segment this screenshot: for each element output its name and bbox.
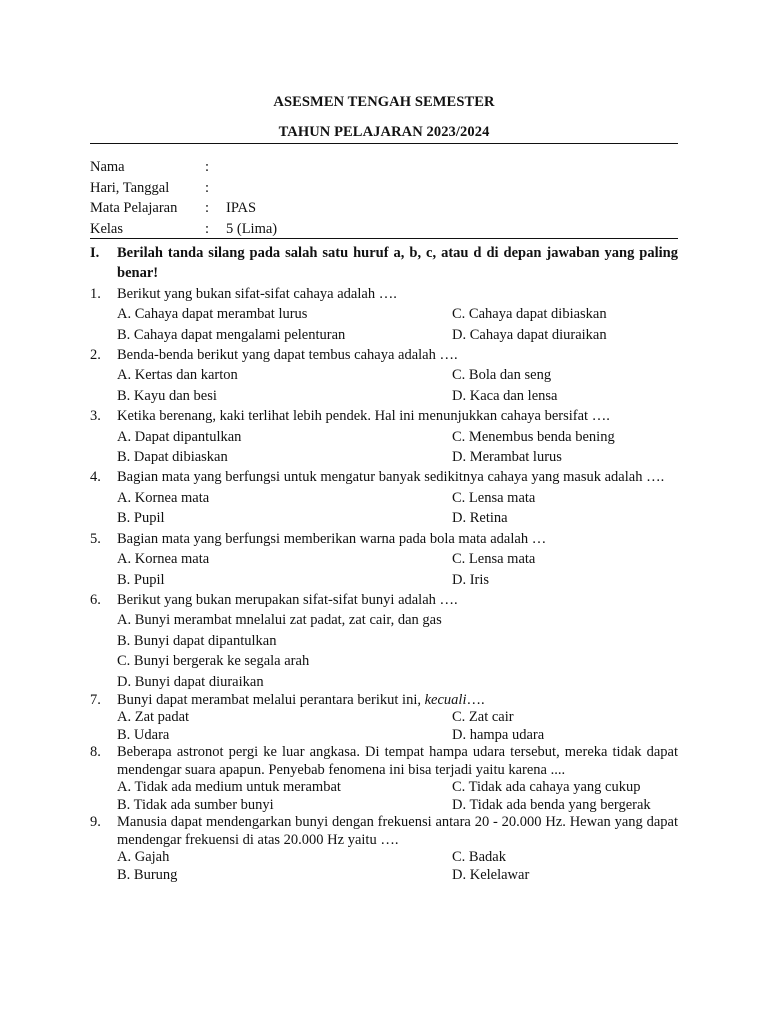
question-text: Ketika berenang, kaki terlihat lebih pendek. Hal ini menunjukkan cahaya bersifat …. xyxy=(117,408,610,425)
info-row-kelas xyxy=(90,219,678,240)
info-label: Hari, Tanggal xyxy=(90,179,170,196)
question-number: 5. xyxy=(90,530,101,547)
option-c[interactable]: C. Lensa mata xyxy=(452,489,536,506)
info-label: Kelas xyxy=(90,220,124,237)
divider-bottom xyxy=(90,238,678,239)
option-a[interactable]: A. Dapat dipantulkan xyxy=(117,428,242,445)
info-row-mapel xyxy=(90,198,678,219)
question-2 xyxy=(90,345,678,365)
option-a[interactable]: A. Gajah xyxy=(117,849,170,866)
question-text-end: …. xyxy=(466,691,485,708)
option-a[interactable]: A. Zat padat xyxy=(117,709,190,726)
instruction-text: Berilah tanda silang pada salah satu huruf a, b, c, atau d di depan jawaban yang paling benar! xyxy=(117,245,678,282)
option-a[interactable]: A. Kornea mata xyxy=(117,551,210,568)
option-d[interactable]: D. Iris xyxy=(452,571,490,588)
divider-top xyxy=(90,143,678,144)
option-b[interactable]: B. Cahaya dapat mengalami pelenturan xyxy=(117,326,346,343)
options-9 xyxy=(90,849,678,884)
info-colon: : xyxy=(205,159,210,175)
question-emphasis: kecuali xyxy=(424,691,467,708)
question-3 xyxy=(90,406,678,426)
info-row-tanggal xyxy=(90,178,678,199)
option-c[interactable]: C. Zat cair xyxy=(452,709,514,726)
question-number: 2. xyxy=(90,347,101,364)
option-a[interactable]: A. Tidak ada medium untuk merambat xyxy=(117,779,341,796)
option-b[interactable]: B. Bunyi dapat dipantulkan xyxy=(117,632,277,649)
exam-year: TAHUN PELAJARAN 2023/2024 xyxy=(278,124,490,140)
options-4 xyxy=(90,488,678,529)
option-b[interactable]: B. Dapat dibiaskan xyxy=(117,449,228,466)
question-number: 6. xyxy=(90,591,101,608)
question-text: Beberapa astronot pergi ke luar angkasa. Di tempat hampa udara tersebut, mereka tidak dapat mendengar suara apapun. Penyebab fenomena ini bisa terjadi yaitu karena .... xyxy=(117,744,678,778)
info-label: Nama xyxy=(90,159,125,175)
options-1 xyxy=(90,304,678,345)
option-a[interactable]: A. Kornea mata xyxy=(117,489,210,506)
option-d[interactable]: D. Kelelawar xyxy=(452,866,530,883)
option-d[interactable]: D. Cahaya dapat diuraikan xyxy=(452,326,607,343)
option-b[interactable]: B. Pupil xyxy=(117,571,165,588)
section-number: I. xyxy=(90,245,100,261)
option-b[interactable]: B. Tidak ada sumber bunyi xyxy=(117,796,274,813)
info-value: IPAS xyxy=(226,200,257,216)
section-instruction xyxy=(90,243,678,284)
exam-title: ASESMEN TENGAH SEMESTER xyxy=(273,94,495,110)
question-text: Benda-benda berikut yang dapat tembus cahaya adalah …. xyxy=(117,347,458,364)
option-c[interactable]: C. Bunyi bergerak ke segala arah xyxy=(117,653,310,670)
option-d[interactable]: D. Tidak ada benda yang bergerak xyxy=(452,796,651,813)
question-7 xyxy=(90,692,678,710)
option-c[interactable]: C. Lensa mata xyxy=(452,551,536,568)
option-c[interactable]: C. Bola dan seng xyxy=(452,367,552,384)
option-c[interactable]: C. Tidak ada cahaya yang cukup xyxy=(452,779,641,796)
option-a[interactable]: A. Bunyi merambat mnelalui zat padat, zat cair, dan gas xyxy=(117,612,442,629)
student-info xyxy=(90,157,678,239)
option-d[interactable]: D. hampa udara xyxy=(452,726,545,743)
info-row-nama xyxy=(90,157,678,178)
question-text: Berikut yang bukan merupakan sifat-sifat bunyi adalah …. xyxy=(117,591,458,608)
question-text: Bunyi dapat merambat melalui perantara berikut ini, xyxy=(117,691,425,708)
options-6 xyxy=(90,610,678,692)
question-5 xyxy=(90,529,678,549)
options-5 xyxy=(90,549,678,590)
question-text: Bagian mata yang berfungsi memberikan warna pada bola mata adalah … xyxy=(117,530,547,547)
question-number: 7. xyxy=(90,691,101,708)
options-7 xyxy=(90,709,678,744)
option-a[interactable]: A. Cahaya dapat merambat lurus xyxy=(117,306,308,323)
info-colon: : xyxy=(205,179,210,196)
option-c[interactable]: C. Menembus benda bening xyxy=(452,428,615,445)
option-d[interactable]: D. Bunyi dapat diuraikan xyxy=(117,673,264,690)
question-text: Bagian mata yang berfungsi untuk mengatur banyak sedikitnya cahaya yang masuk adalah …. xyxy=(117,469,665,486)
option-b[interactable]: B. Udara xyxy=(117,726,170,743)
option-c[interactable]: C. Cahaya dapat dibiaskan xyxy=(452,306,607,323)
option-d[interactable]: D. Merambat lurus xyxy=(452,449,562,466)
compact-questions xyxy=(90,692,678,885)
question-number: 4. xyxy=(90,469,101,486)
question-number: 3. xyxy=(90,408,101,425)
option-d[interactable]: D. Retina xyxy=(452,510,508,527)
info-label: Mata Pelajaran xyxy=(90,200,178,216)
question-8 xyxy=(90,744,678,779)
options-8 xyxy=(90,779,678,814)
question-list xyxy=(90,243,678,884)
option-b[interactable]: B. Pupil xyxy=(117,510,165,527)
options-2 xyxy=(90,365,678,406)
option-b[interactable]: B. Burung xyxy=(117,866,178,883)
info-colon: : xyxy=(205,200,210,216)
question-4 xyxy=(90,467,678,487)
question-number: 8. xyxy=(90,744,101,761)
info-colon: : xyxy=(205,220,210,237)
question-9 xyxy=(90,814,678,849)
option-a[interactable]: A. Kertas dan karton xyxy=(117,367,238,384)
option-c[interactable]: C. Badak xyxy=(452,849,506,866)
option-d[interactable]: D. Kaca dan lensa xyxy=(452,387,558,404)
question-text: Berikut yang bukan sifat-sifat cahaya adalah …. xyxy=(117,285,397,302)
question-1 xyxy=(90,284,678,304)
option-b[interactable]: B. Kayu dan besi xyxy=(117,387,217,404)
question-6 xyxy=(90,590,678,610)
options-3 xyxy=(90,427,678,468)
question-text: Manusia dapat mendengarkan bunyi dengan frekuensi antara 20 - 20.000 Hz. Hewan yang dapat mendengar frekuensi di atas 20.000 Hz yaitu …. xyxy=(117,814,678,848)
question-number: 9. xyxy=(90,814,101,831)
info-value: 5 (Lima) xyxy=(226,220,278,237)
question-number: 1. xyxy=(90,285,101,302)
